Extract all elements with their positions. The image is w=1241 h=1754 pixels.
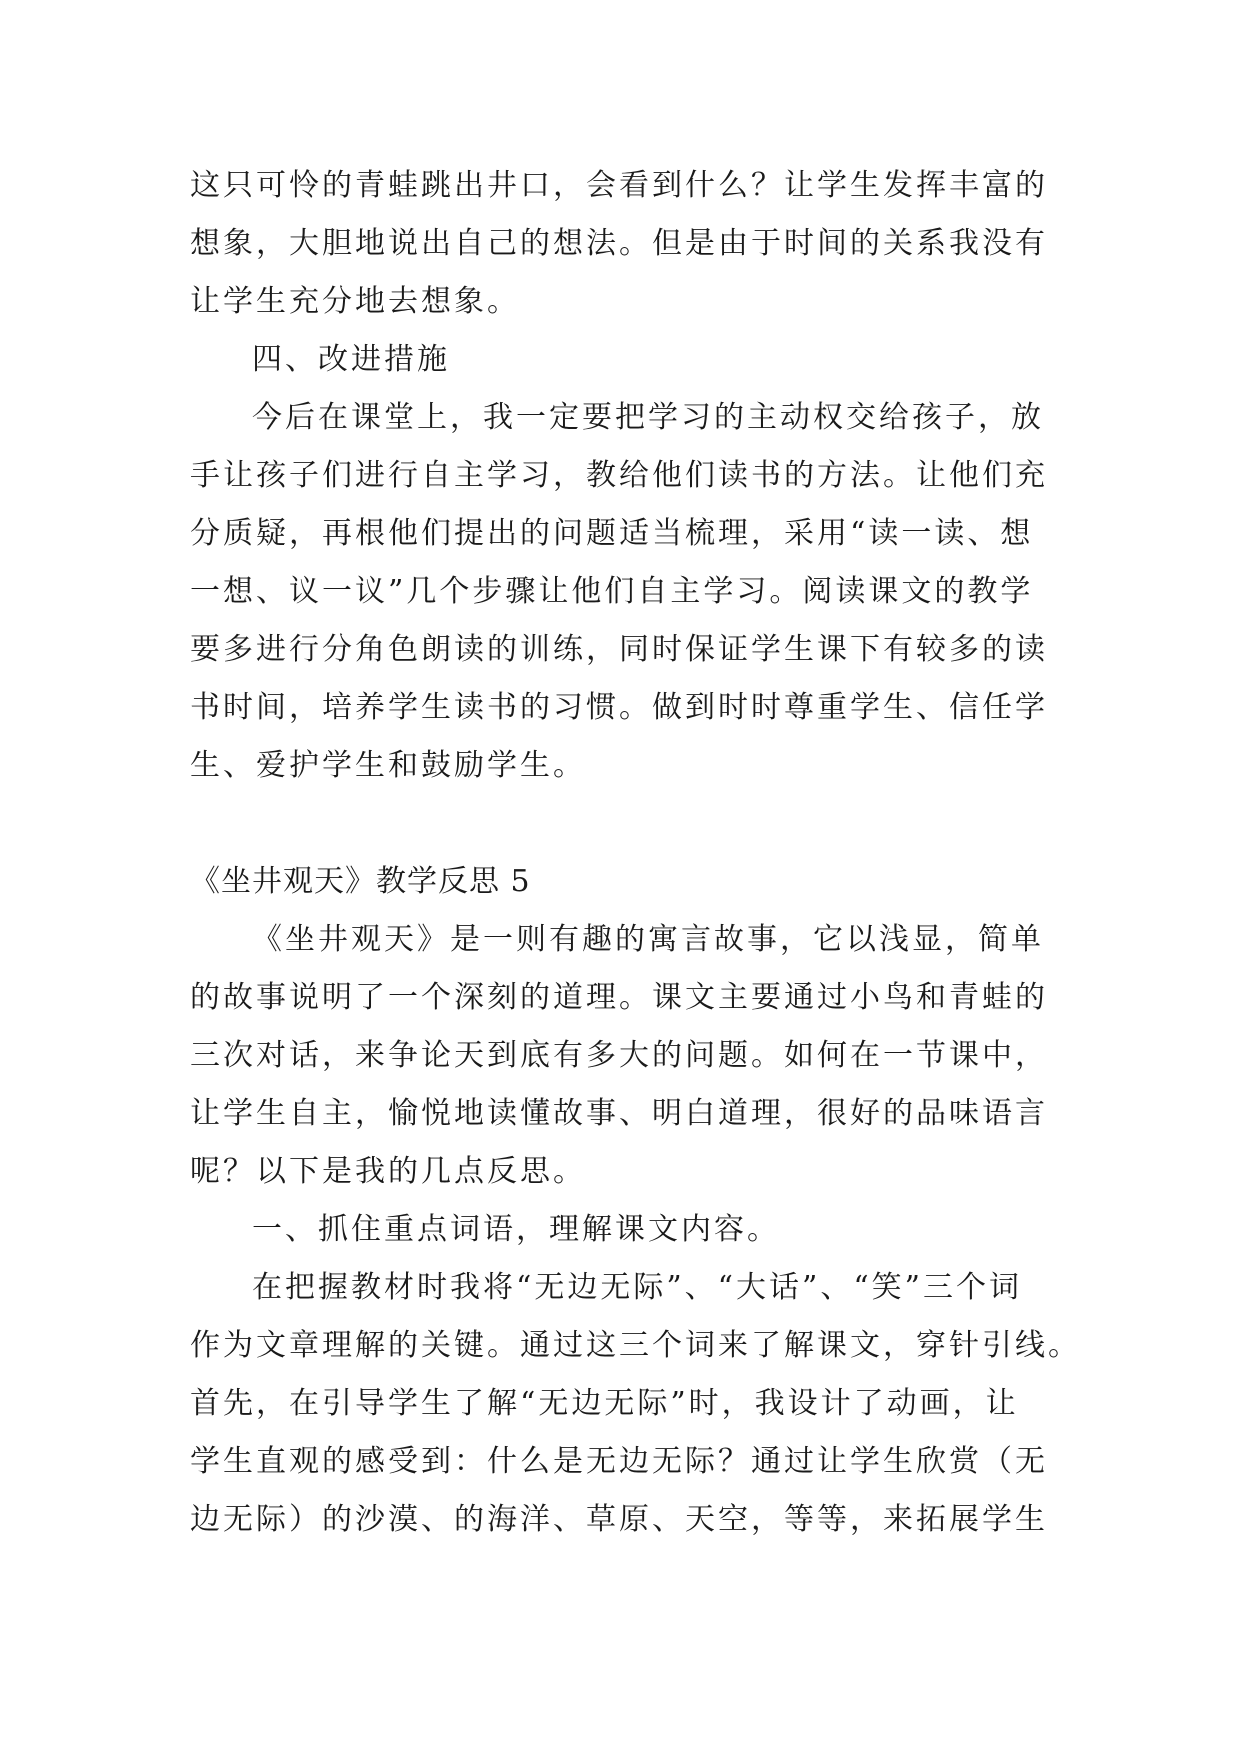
paragraph-line: 生、爱护学生和鼓励学生。 (190, 748, 586, 783)
paragraph-line: 边无际）的沙漠、的海洋、草原、天空，等等，来拓展学生 (190, 1502, 1048, 1537)
article-title: 《坐井观天》教学反思 5 (190, 864, 531, 899)
paragraph-line: 作为文章理解的关键。通过这三个词来了解课文，穿针引线。 (190, 1328, 1081, 1363)
paragraph-line: 在把握教材时我将“无边无际”、“大话”、“笑”三个词 (252, 1270, 1023, 1305)
paragraph-line: 三次对话，来争论天到底有多大的问题。如何在一节课中， (190, 1038, 1048, 1073)
paragraph-line: 首先，在引导学生了解“无边无际”时，我设计了动画，让 (190, 1386, 1019, 1421)
paragraph-line: 让学生自主，愉悦地读懂故事、明白道理，很好的品味语言 (190, 1096, 1048, 1131)
section-heading: 一、抓住重点词语，理解课文内容。 (252, 1212, 780, 1247)
paragraph-line: 要多进行分角色朗读的训练，同时保证学生课下有较多的读 (190, 632, 1048, 667)
paragraph-line: 的故事说明了一个深刻的道理。课文主要通过小鸟和青蛙的 (190, 980, 1048, 1015)
paragraph-line: 今后在课堂上，我一定要把学习的主动权交给孩子，放 (252, 400, 1044, 435)
section-heading: 四、改进措施 (252, 342, 450, 377)
paragraph-line: 分质疑，再根他们提出的问题适当梳理，采用“读一读、想 (190, 516, 1034, 551)
paragraph-line: 一想、议一议”几个步骤让他们自主学习。阅读课文的教学 (190, 574, 1034, 609)
paragraph-line: 呢？以下是我的几点反思。 (190, 1154, 586, 1189)
paragraph-line: 让学生充分地去想象。 (190, 284, 520, 319)
paragraph-line: 想象，大胆地说出自己的想法。但是由于时间的关系我没有 (190, 226, 1048, 261)
paragraph-line: 学生直观的感受到：什么是无边无际？通过让学生欣赏（无 (190, 1444, 1048, 1479)
paragraph-line: 手让孩子们进行自主学习，教给他们读书的方法。让他们充 (190, 458, 1048, 493)
paragraph-line: 书时间，培养学生读书的习惯。做到时时尊重学生、信任学 (190, 690, 1048, 725)
paragraph-line: 《坐井观天》是一则有趣的寓言故事，它以浅显，简单 (252, 922, 1044, 957)
paragraph-line: 这只可怜的青蛙跳出井口，会看到什么？让学生发挥丰富的 (190, 168, 1048, 203)
